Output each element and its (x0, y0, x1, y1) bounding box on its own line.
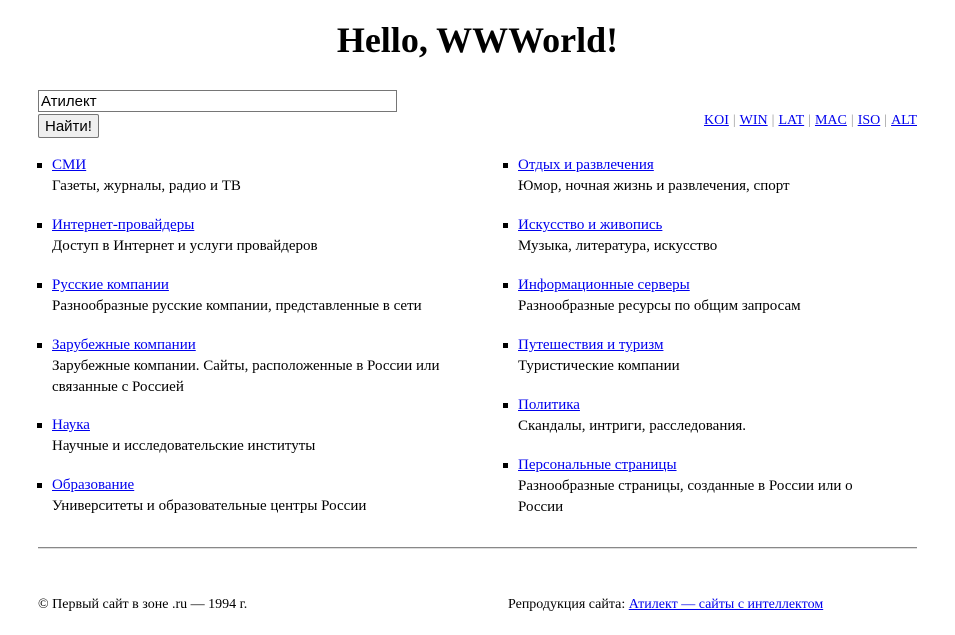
separator: | (732, 113, 736, 128)
category-list-left (52, 155, 472, 535)
category-description: Разнообразные русские компании, представленные в сети (52, 298, 422, 314)
category-link-russian-companies[interactable]: Русские компании (52, 277, 169, 293)
category-description: Музыка, литература, искусство (518, 238, 718, 254)
category-link-foreign-companies[interactable]: Зарубежные компании (52, 337, 196, 353)
reproduction-link[interactable]: Атилект — сайты с интеллектом (628, 597, 824, 612)
category-link-politics[interactable]: Политика (518, 397, 580, 413)
category-link-education[interactable]: Образование (52, 477, 135, 493)
bullet-icon (503, 223, 508, 228)
bullet-icon (503, 463, 508, 468)
category-item (518, 275, 898, 335)
encoding-link-mac[interactable]: MAC (814, 113, 847, 128)
category-description: Газеты, журналы, радио и ТВ (52, 178, 241, 194)
category-item (52, 475, 472, 535)
bullet-icon (37, 423, 42, 428)
bullet-icon (503, 283, 508, 288)
category-item (52, 215, 472, 275)
category-link-travel[interactable]: Путешествия и туризм (518, 337, 664, 353)
category-item (52, 335, 472, 415)
category-link-media[interactable]: СМИ (52, 157, 87, 173)
category-item (52, 415, 472, 475)
category-description: Туристические компании (518, 358, 680, 374)
separator: | (850, 113, 854, 128)
category-description: Разнообразные ресурсы по общим запросам (518, 298, 801, 314)
category-link-info-servers[interactable]: Информационные серверы (518, 277, 690, 293)
category-description: Университеты и образовательные центры России (52, 498, 367, 514)
category-item (52, 155, 472, 215)
separator: | (771, 113, 775, 128)
bullet-icon (37, 163, 42, 168)
category-link-personal-pages[interactable]: Персональные страницы (518, 457, 677, 473)
category-item (518, 455, 898, 535)
bullet-icon (503, 403, 508, 408)
footer-copyright: © Первый сайт в зоне .ru — 1994 г. (38, 597, 248, 612)
category-link-science[interactable]: Наука (52, 417, 90, 433)
category-link-art[interactable]: Искусство и живопись (518, 217, 663, 233)
bullet-icon (37, 223, 42, 228)
bullet-icon (37, 483, 42, 488)
bullet-icon (503, 163, 508, 168)
category-item (518, 335, 898, 395)
category-item (52, 275, 472, 335)
search-button[interactable]: Найти! (38, 114, 99, 138)
separator: | (808, 113, 811, 128)
encoding-link-win[interactable]: WIN (739, 113, 768, 128)
category-link-isp[interactable]: Интернет-провайдеры (52, 217, 195, 233)
category-item (518, 215, 898, 275)
category-description: Научные и исследовательские институты (52, 438, 316, 454)
bullet-icon (37, 343, 42, 348)
category-item (518, 395, 898, 455)
bullet-icon (37, 283, 42, 288)
encoding-link-lat[interactable]: LAT (778, 113, 805, 128)
search-input[interactable] (38, 90, 397, 112)
encoding-link-alt[interactable]: ALT (891, 113, 917, 128)
separator: | (884, 113, 888, 128)
encoding-switcher (704, 113, 917, 129)
category-item (518, 155, 898, 215)
category-link-leisure[interactable]: Отдых и развлечения (518, 157, 654, 173)
category-description: Скандалы, интриги, расследования. (518, 418, 747, 434)
footer-reproduction (508, 597, 823, 613)
category-description: Юмор, ночная жизнь и развлечения, спорт (518, 178, 790, 194)
bullet-icon (503, 343, 508, 348)
encoding-link-koi[interactable]: KOI (703, 113, 729, 128)
reproduction-label: Репродукция сайта: (508, 597, 626, 612)
horizontal-divider (38, 547, 917, 549)
page-title: Hello, WWWorld! (336, 20, 619, 60)
category-list-right (518, 155, 898, 535)
category-description: Зарубежные компании. Сайты, расположенные в России или связанные с Россией (52, 358, 440, 395)
encoding-link-iso[interactable]: ISO (857, 113, 881, 128)
category-description: Доступ в Интернет и услуги провайдеров (52, 238, 318, 254)
category-description: Разнообразные страницы, созданные в России или о России (518, 478, 853, 515)
